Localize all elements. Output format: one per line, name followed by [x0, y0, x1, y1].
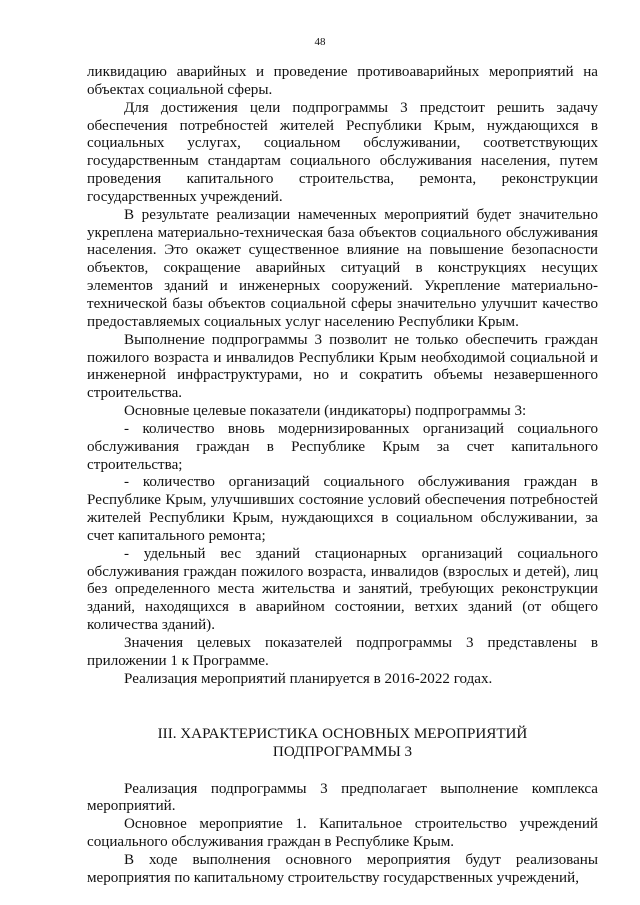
section-heading-line: III. ХАРАКТЕРИСТИКА ОСНОВНЫХ МЕРОПРИЯТИЙ: [157, 725, 528, 742]
paragraph: ликвидацию аварийных и проведение противоаварийных мероприятий на объектах социальной сферы.: [87, 64, 598, 98]
indicator-list-item: - количество организаций социального обслуживания граждан в Республике Крым, улучшивших состояние условий обеспечения потребностей жителей Республики Крым, нуждающихся в социальном обслуживании, за счет капитального ремонта;: [87, 474, 598, 544]
paragraph: Основное мероприятие 1. Капитальное строительство учреждений социального обслуживания граждан в Республике Крым.: [87, 816, 598, 851]
paragraph: Выполнение подпрограммы 3 позволит не только обеспечить граждан пожилого возраста и инвалидов Республики Крым необходимой социальной и инженерной инфраструктурами, но и сократить объемы незавершенного строительства.: [87, 331, 598, 402]
indicator-list-item: - количество вновь модернизированных организаций социального обслуживания граждан в Республике Крым за счет капитального строительства;: [87, 420, 598, 473]
section-heading: [87, 725, 598, 761]
paragraph: В результате реализации намеченных мероприятий будет значительно укреплена материально-техническая база объектов социального обслуживания населения. Это окажет существенное влияние на повышение безопасности объектов, сокращение аварийных ситуаций в конструкциях несущих элементов зданий и инженерных сооружений. Укрепление материально-технической базы объектов социальной сферы значительно улучшит качество предоставляемых социальных услуг населению Республики Крым.: [87, 206, 598, 330]
paragraph: Значения целевых показателей подпрограммы 3 представлены в приложении 1 к Программе.: [87, 635, 598, 669]
page-number: 48: [314, 36, 326, 48]
paragraph: Для достижения цели подпрограммы 3 предстоит решить задачу обеспечения потребностей жителей Республики Крым, нуждающихся в социальных услугах, социальном обслуживании, соответствующих государственным стандартам социального обслуживания населения, путем проведения капитального строительства, ремонта, реконструкции государственных учреждений.: [87, 99, 598, 205]
paragraph: В ходе выполнения основного мероприятия будут реализованы мероприятия по капитальному строительству государственных учреждений,: [87, 851, 598, 886]
paragraph: Реализация мероприятий планируется в 2016-2022 годах.: [124, 670, 493, 687]
indicators-intro: Основные целевые показатели (индикаторы) подпрограммы 3:: [124, 403, 527, 420]
document-body: [87, 64, 598, 888]
section-heading-line: ПОДПРОГРАММЫ 3: [272, 743, 413, 760]
indicator-list-item: - удельный вес зданий стационарных организаций социального обслуживания граждан пожилого возраста, инвалидов (взрослых и детей), лиц без определенного места жительства и занятий, требующих реконструкции зданий, находящихся в аварийном состоянии, ветхих зданий (от общего количества зданий).: [87, 545, 598, 634]
paragraph: Реализация подпрограммы 3 предполагает выполнение комплекса мероприятий.: [87, 780, 598, 815]
